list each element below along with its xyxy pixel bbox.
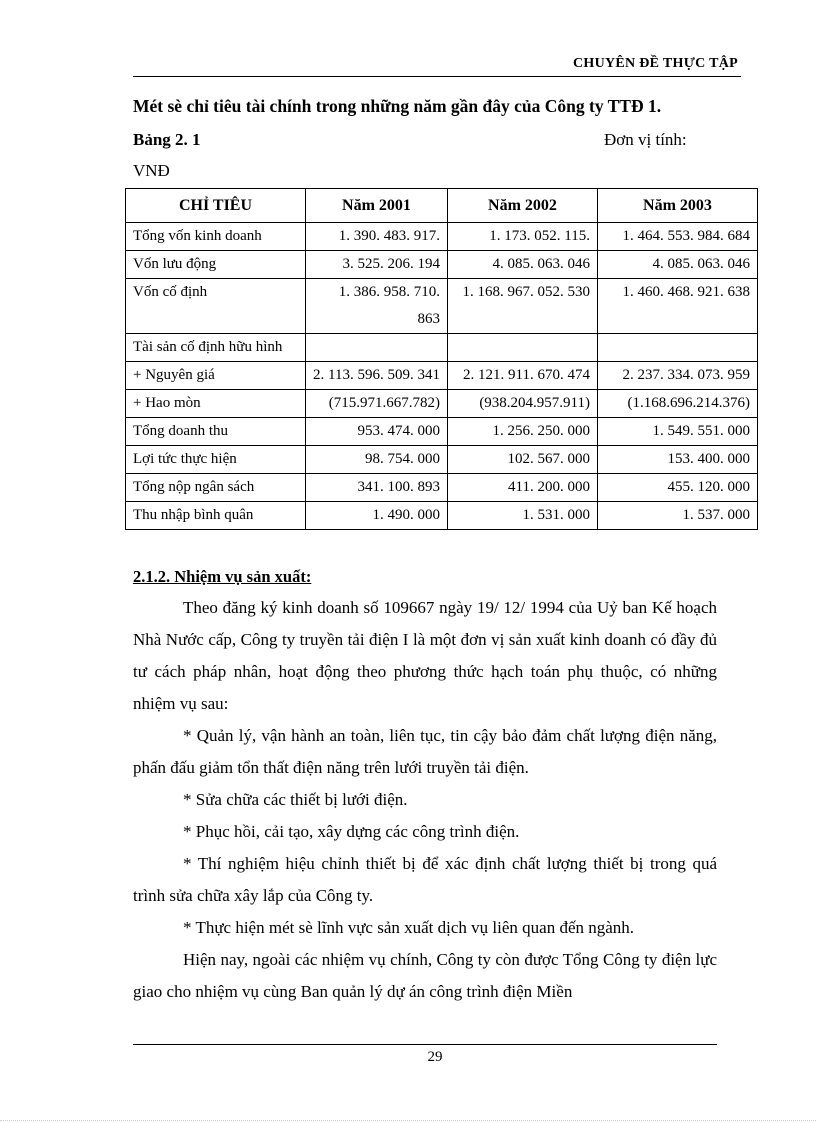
table-row <box>126 362 758 390</box>
cell-2001: 1. 386. 958. 710. 863 <box>306 279 448 334</box>
paragraph: Hiện nay, ngoài các nhiệm vụ chính, Công ty còn được Tổng Công ty điện lực giao cho nhiệm vụ cùng Ban quản lý dự án công trình điện Miền <box>133 950 717 1001</box>
cell-2003 <box>598 334 758 362</box>
cell-2003: 455. 120. 000 <box>598 474 758 502</box>
table-row <box>126 223 758 251</box>
cell-2001: 98. 754. 000 <box>306 446 448 474</box>
cell-2003: 1. 549. 551. 000 <box>598 418 758 446</box>
financial-table <box>125 188 758 530</box>
cell-2001: 341. 100. 893 <box>306 474 448 502</box>
cell-2001: 1. 390. 483. 917. <box>306 223 448 251</box>
table-row <box>126 279 758 334</box>
paragraph: Theo đăng ký kinh doanh số 109667 ngày 19/ 12/ 1994 của Uỷ ban Kế hoạch Nhà Nước cấp, Công ty truyền tải điện I là một đơn vị sản xuất kinh doanh có đầy đủ tư cách pháp nhân, hoạt động theo phương thức hạch toán phụ thuộc, có những nhiệm vụ sau: <box>133 598 717 713</box>
row-label: Lợi tức thực hiện <box>126 446 306 474</box>
unit-label: Đơn vị tính: <box>604 130 687 149</box>
cell-2002: 1. 173. 052. 115. <box>448 223 598 251</box>
cell-2002: 1. 531. 000 <box>448 502 598 530</box>
cell-2002 <box>448 334 598 362</box>
table-row <box>126 446 758 474</box>
running-header: CHUYÊN ĐỀ THỰC TẬP <box>573 56 738 71</box>
table-row <box>126 474 758 502</box>
cell-2001 <box>306 334 448 362</box>
column-header: CHỈ TIÊU <box>126 189 306 223</box>
paragraph: * Phục hồi, cải tạo, xây dựng các công trình điện. <box>183 822 520 841</box>
table-row <box>126 251 758 279</box>
paragraph: * Quản lý, vận hành an toàn, liên tục, tin cậy bảo đảm chất lượng điện năng, phấn đấu giảm tổn thất điện năng trên lưới truyền tải điện. <box>133 726 717 777</box>
table-row <box>126 418 758 446</box>
table-heading: Mét sè chỉ tiêu tài chính trong những năm gần đây của Công ty TTĐ 1. <box>133 96 662 116</box>
table-header-row <box>126 189 758 223</box>
table-row <box>126 502 758 530</box>
paragraph: * Thực hiện mét sè lĩnh vực sản xuất dịch vụ liên quan đến ngành. <box>183 918 635 937</box>
row-label: Tổng doanh thu <box>126 418 306 446</box>
cell-2003: 153. 400. 000 <box>598 446 758 474</box>
cell-2003: 1. 460. 468. 921. 638 <box>598 279 758 334</box>
row-label: Vốn lưu động <box>126 251 306 279</box>
table-row <box>126 334 758 362</box>
table-label: Bảng 2. 1 <box>133 130 201 149</box>
header-rule <box>133 76 741 77</box>
table-row <box>126 390 758 418</box>
cell-2002: (938.204.957.911) <box>448 390 598 418</box>
cell-2001: 953. 474. 000 <box>306 418 448 446</box>
section-title: 2.1.2. Nhiệm vụ sản xuất: <box>133 567 312 586</box>
row-label: + Nguyên giá <box>126 362 306 390</box>
cell-2002: 1. 256. 250. 000 <box>448 418 598 446</box>
cell-2003: 4. 085. 063. 046 <box>598 251 758 279</box>
cell-2003: 1. 464. 553. 984. 684 <box>598 223 758 251</box>
cell-2003: (1.168.696.214.376) <box>598 390 758 418</box>
cell-2002: 102. 567. 000 <box>448 446 598 474</box>
body-text <box>133 592 717 1008</box>
row-label: Vốn cố định <box>126 279 306 334</box>
page-number: 29 <box>427 1049 443 1065</box>
footer-rule <box>133 1044 717 1045</box>
cell-2001: 2. 113. 596. 509. 341 <box>306 362 448 390</box>
row-label: Thu nhập bình quân <box>126 502 306 530</box>
page-edge-divider <box>0 1120 816 1121</box>
cell-2001: (715.971.667.782) <box>306 390 448 418</box>
row-label: Tài sản cố định hữu hình <box>126 334 306 362</box>
column-header: Năm 2002 <box>448 189 598 223</box>
cell-2003: 2. 237. 334. 073. 959 <box>598 362 758 390</box>
cell-2001: 3. 525. 206. 194 <box>306 251 448 279</box>
unit-value: VNĐ <box>133 161 170 180</box>
column-header: Năm 2003 <box>598 189 758 223</box>
row-label: Tổng vốn kinh doanh <box>126 223 306 251</box>
paragraph: * Thí nghiệm hiệu chỉnh thiết bị để xác định chất lượng thiết bị trong quá trình sửa chữa xây lắp của Công ty. <box>133 854 717 905</box>
cell-2002: 411. 200. 000 <box>448 474 598 502</box>
cell-2002: 2. 121. 911. 670. 474 <box>448 362 598 390</box>
row-label: + Hao mòn <box>126 390 306 418</box>
cell-2003: 1. 537. 000 <box>598 502 758 530</box>
cell-2002: 1. 168. 967. 052. 530 <box>448 279 598 334</box>
row-label: Tổng nộp ngân sách <box>126 474 306 502</box>
paragraph: * Sửa chữa các thiết bị lưới điện. <box>183 790 408 809</box>
cell-2001: 1. 490. 000 <box>306 502 448 530</box>
cell-2002: 4. 085. 063. 046 <box>448 251 598 279</box>
column-header: Năm 2001 <box>306 189 448 223</box>
